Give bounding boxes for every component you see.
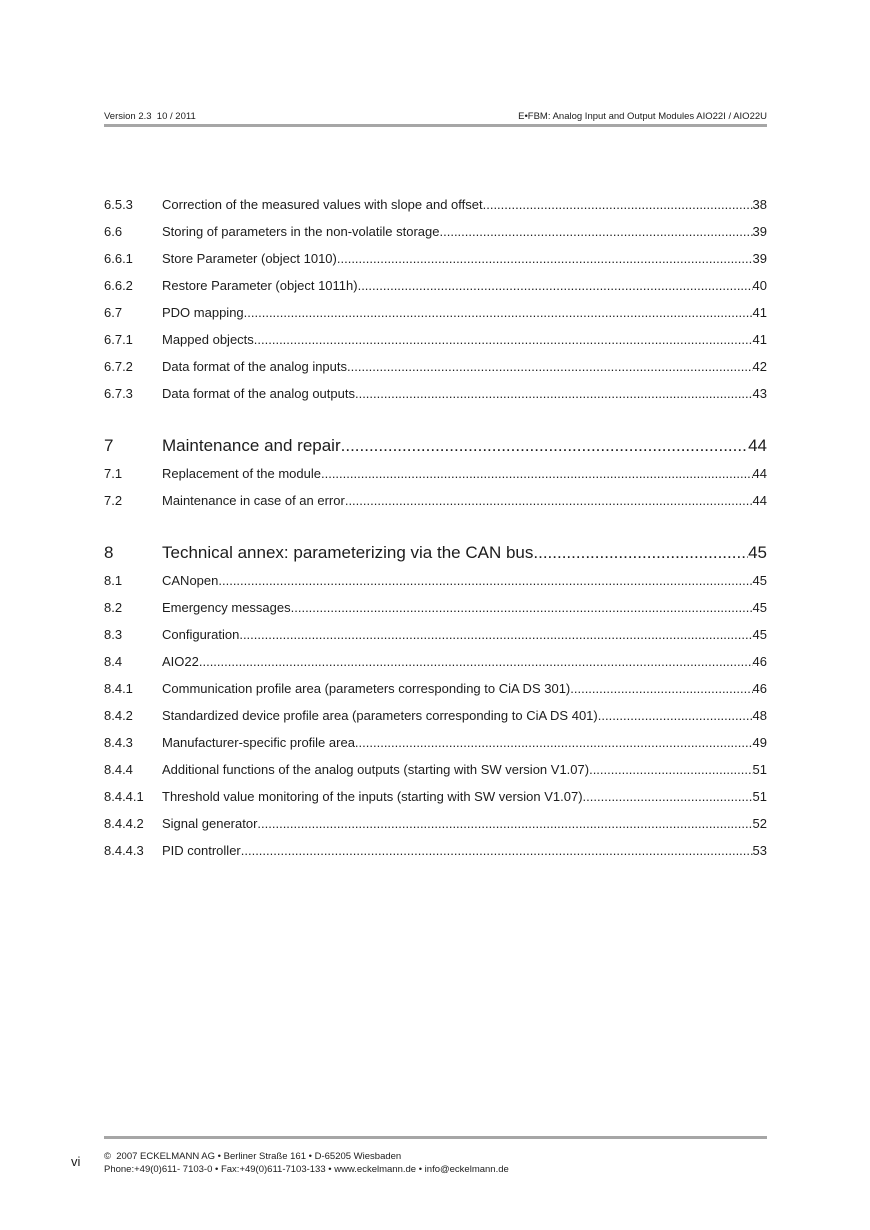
- toc-entry-page: 38: [752, 197, 767, 212]
- toc-entry-number: 8.2: [104, 600, 123, 615]
- toc-entry-page: 39: [752, 224, 767, 239]
- toc-entry-title: Storing of parameters in the non-volatile storage: [162, 224, 440, 239]
- toc-entry-title: Emergency messages: [162, 600, 291, 615]
- toc-entry[interactable]: [104, 245, 767, 272]
- toc-entry-number: 8.4.2: [104, 708, 133, 723]
- toc-entry[interactable]: [104, 487, 767, 514]
- toc-entry-title: Store Parameter (object 1010): [162, 251, 337, 266]
- dot-leader: [239, 621, 752, 648]
- toc-entry-page: 46: [752, 654, 767, 669]
- toc-entry-title: Restore Parameter (object 1011h): [162, 278, 358, 293]
- toc-entry-title: Replacement of the module: [162, 466, 321, 481]
- dot-leader: [345, 487, 753, 514]
- dot-leader: [321, 460, 753, 487]
- toc-entry[interactable]: [104, 621, 767, 648]
- toc-entry-page: 48: [752, 708, 767, 723]
- toc-entry-number: 8.4.4.3: [104, 843, 144, 858]
- toc-entry[interactable]: [104, 191, 767, 218]
- toc-entry-title: Threshold value monitoring of the inputs (starting with SW version V1.07): [162, 789, 583, 804]
- toc-entry-number: 7.2: [104, 493, 123, 508]
- footer-rule: [104, 1136, 767, 1139]
- toc-entry-number: 6.6: [104, 224, 123, 239]
- toc-chapter-title: Maintenance and repair: [162, 436, 341, 455]
- toc-entry-page: 45: [752, 600, 767, 615]
- toc-entry-title: Maintenance in case of an error: [162, 493, 345, 508]
- toc-entry[interactable]: [104, 299, 767, 326]
- toc-entry-title: PID controller: [162, 843, 241, 858]
- toc-entry-page: 41: [752, 332, 767, 347]
- toc-entry-number: 6.7.1: [104, 332, 133, 347]
- toc-entry[interactable]: [104, 648, 767, 675]
- toc-entry-number: 6.6.2: [104, 278, 133, 293]
- toc-entry-page: 51: [752, 762, 767, 777]
- toc-entry-number: 7.1: [104, 466, 123, 481]
- dot-leader: [355, 380, 753, 407]
- toc-entry-title: Data format of the analog inputs: [162, 359, 348, 374]
- header-version: Version 2.3 10 / 2011: [104, 111, 196, 122]
- toc-entry[interactable]: [104, 837, 767, 864]
- toc-entry[interactable]: [104, 326, 767, 353]
- header-rule: [104, 124, 767, 127]
- toc-entry-title: Configuration: [162, 627, 240, 642]
- dot-leader: [218, 567, 752, 594]
- toc-chapter-number: 7: [104, 436, 114, 455]
- dot-leader: [570, 675, 752, 702]
- toc-chapter-title: Technical annex: parameterizing via the CAN bus: [162, 543, 534, 562]
- toc-entry-page: 51: [752, 789, 767, 804]
- toc-entry-page: 45: [752, 627, 767, 642]
- dot-leader: [341, 432, 748, 460]
- toc-entry-page: 43: [752, 386, 767, 401]
- page-number: vi: [71, 1154, 81, 1169]
- toc-entry-title: Correction of the measured values with slope and offset: [162, 197, 483, 212]
- toc-entry-title: Additional functions of the analog outputs (starting with SW version V1.07): [162, 762, 590, 777]
- toc-entry[interactable]: [104, 756, 767, 783]
- toc-entry[interactable]: [104, 675, 767, 702]
- dot-leader: [440, 218, 753, 245]
- toc-entry[interactable]: [104, 783, 767, 810]
- toc-entry[interactable]: [104, 702, 767, 729]
- toc-entry-title: Mapped objects: [162, 332, 254, 347]
- toc-entry-number: 8.4.3: [104, 735, 133, 750]
- header-title: E•FBM: Analog Input and Output Modules AIO22I / AIO22U: [518, 111, 767, 122]
- toc-entry-page: 49: [752, 735, 767, 750]
- dot-leader: [355, 729, 753, 756]
- dot-leader: [533, 539, 748, 567]
- dot-leader: [241, 837, 753, 864]
- dot-leader: [483, 191, 753, 218]
- toc-entry-page: 40: [752, 278, 767, 293]
- toc-chapter-number: 8: [104, 543, 114, 562]
- footer-address: © 2007 ECKELMANN AG • Berliner Straße 161 • D-65205 Wiesbaden: [104, 1151, 402, 1162]
- toc-entry[interactable]: [104, 810, 767, 837]
- toc-entry-page: 41: [752, 305, 767, 320]
- toc-chapter-page: 45: [748, 543, 767, 562]
- toc-entry-number: 6.7.3: [104, 386, 133, 401]
- toc-entry-title: Data format of the analog outputs: [162, 386, 355, 401]
- toc-entry-number: 8.4: [104, 654, 123, 669]
- toc-entry-number: 8.3: [104, 627, 123, 642]
- toc-entry-page: 44: [752, 493, 767, 508]
- toc-entry-title: CANopen: [162, 573, 219, 588]
- toc-entry-number: 6.7.2: [104, 359, 133, 374]
- toc-entry-page: 52: [752, 816, 767, 831]
- toc-chapter-page: 44: [748, 436, 767, 455]
- toc-entry[interactable]: [104, 272, 767, 299]
- toc-entry-title: PDO mapping: [162, 305, 244, 320]
- toc-entry-number: 6.6.1: [104, 251, 133, 266]
- toc-entry-number: 8.1: [104, 573, 123, 588]
- toc-entry-page: 53: [752, 843, 767, 858]
- dot-leader: [347, 353, 753, 380]
- toc-entry-page: 45: [752, 573, 767, 588]
- dot-leader: [199, 648, 753, 675]
- toc-entry-number: 8.4.4.1: [104, 789, 144, 804]
- dot-leader: [589, 756, 752, 783]
- dot-leader: [257, 810, 752, 837]
- toc-entry-title: Standardized device profile area (parameters corresponding to CiA DS 401): [162, 708, 598, 723]
- toc-entry-number: 8.4.4.2: [104, 816, 144, 831]
- dot-leader: [244, 299, 753, 326]
- dot-leader: [583, 783, 753, 810]
- toc-chapter-heading[interactable]: [104, 432, 767, 460]
- toc-entry-title: Signal generator: [162, 816, 258, 831]
- toc-entry-title: Communication profile area (parameters corresponding to CiA DS 301): [162, 681, 571, 696]
- dot-leader: [358, 272, 753, 299]
- toc-entry[interactable]: [104, 567, 767, 594]
- dot-leader: [254, 326, 753, 353]
- dot-leader: [598, 702, 753, 729]
- toc-entry-title: AIO22: [162, 654, 199, 669]
- toc-entry[interactable]: [104, 460, 767, 487]
- toc-entry-page: 46: [752, 681, 767, 696]
- toc-entry-page: 39: [752, 251, 767, 266]
- toc-entry[interactable]: [104, 594, 767, 621]
- dot-leader: [337, 245, 753, 272]
- toc-entry[interactable]: [104, 729, 767, 756]
- toc-entry-page: 44: [752, 466, 767, 481]
- dot-leader: [291, 594, 753, 621]
- toc-entry-number: 6.7: [104, 305, 123, 320]
- toc-entry[interactable]: [104, 380, 767, 407]
- footer-contact: Phone:+49(0)611- 7103-0 • Fax:+49(0)611-7103-133 • www.eckelmann.de • info@eckelmann.de: [104, 1164, 509, 1175]
- table-of-contents: [104, 191, 767, 864]
- toc-entry-title: Manufacturer-specific profile area: [162, 735, 355, 750]
- toc-entry-page: 42: [752, 359, 767, 374]
- toc-entry-number: 8.4.4: [104, 762, 133, 777]
- toc-entry[interactable]: [104, 218, 767, 245]
- toc-entry-number: 8.4.1: [104, 681, 133, 696]
- toc-entry[interactable]: [104, 353, 767, 380]
- toc-entry-number: 6.5.3: [104, 197, 133, 212]
- toc-chapter-heading[interactable]: [104, 539, 767, 567]
- footer-text: [104, 1150, 509, 1176]
